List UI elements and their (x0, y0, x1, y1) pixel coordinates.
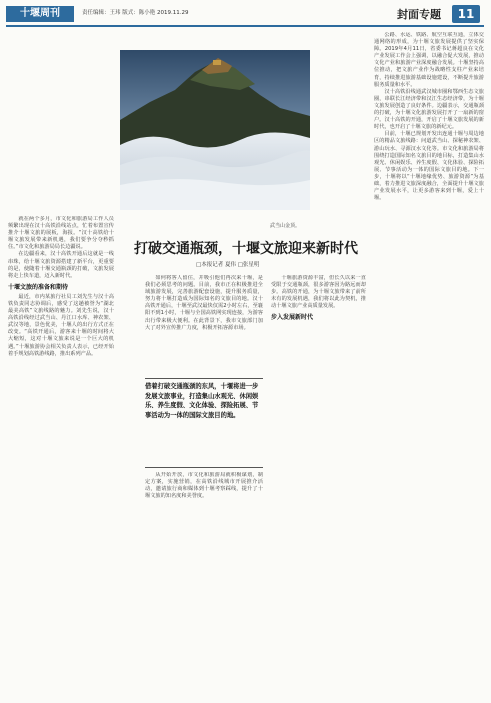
paragraph: 如何将客人留住，并吸引他们再次来十堰，是我们必须思考的问题。目前，我市正在积极推进全域旅游发展，完善旅游配套设施，提升服务质量，努力将十堰打造成为国际知名的文旅目的地。汉十高铁开通后，十堰至武汉最快仅需2小时左右，至襄阳不到1小时，十堰与全国高铁网实现连接，为游客出行带来极大便利。在此背景下，我市文旅部门加大了对外宣传推广力度，积极开拓客源市场。 (145, 275, 263, 331)
section-label: 封面专题 (397, 8, 441, 21)
paragraph: 汉十高铁沿线通武汉城市圈和鄂西生态文旅圈，串联长江经济带和汉江生态经济带，为十堰文旅发展创造了良好条件。边疆表示，交通瓶颈的打破，为十堰文化旅游发展打开了一扇新的窗户。汉十高铁的开通，开启了十堰文旅发展的新时代，也开启了十堰文旅的新纪元。 (374, 88, 484, 131)
photo-caption: 武当山金顶。 (270, 223, 301, 229)
article-headline: 打破交通瓶颈，十堰文旅迎来新时代 (134, 241, 358, 257)
article-byline: □本报记者 夏伟 □张星明 (196, 262, 260, 268)
pull-quote: 借着打破交通瓶颈的东风，十堰将进一步发展文旅事业，打造集山水观光、休闲娱乐、养生度假、文化体验、探险拓展、节事活动为一体的国际文旅目的地。 (145, 378, 263, 468)
subheading: 步入发展新时代 (271, 314, 314, 322)
column-1 (8, 216, 114, 698)
column-3 (271, 275, 366, 698)
paragraph: 在边疆看来，汉十高铁开通后这就是一线串珠，给十堰文旅资源搭建了新平台，更重要的是，使随着十堰交通瓶颈的打破，文旅发展将走上快车道，迈入新时代。 (8, 251, 114, 279)
paragraph: 就在两个多月，市文化和旅游局工作人员频繁出现在汉十高铁沿线站点，忙着布置宣传推介十堰文旅的展板，海报。“汉十高铁给十堰文旅发展带来新机遇，我们要争分夺秒抓住。”市文化和旅游局局长边疆说。 (8, 216, 114, 251)
header-rule (6, 25, 484, 27)
paragraph: 目前，十堰已规划开发出连通十堰与周边地区的精品文旅线路：问道武当山、探秘神农架、游山玩水、寻源汉水文化等。市文化和旅游局将围绕打造国际知名文旅目的地目标，打造集山水观光、休闲娱乐、养生度假、文化体验、探险拓展、节事活动为一体的国际文旅目的地。下一步，十堰将以“十堰地缘优势、旅游资源”为基础，着力推进文旅深度融合，全面提升十堰文旅产业发展水平，让更多游客来到十堰，爱上十堰。 (374, 131, 484, 202)
column-2a (145, 275, 263, 373)
subheading: 十堰文旅的准备和期待 (8, 283, 69, 291)
wudang-summit-image (120, 50, 310, 210)
mountain-temple-photo (120, 50, 310, 210)
paragraph: 十堰旅游资源丰富，但长久以来一直受限于交通瓶颈，很多游客因为路远而却步。高铁的开通，为十堰文旅带来了前所未有的发展机遇，我们将以此为契机，推动十堰文旅产业高质量发展。 (271, 275, 366, 310)
paragraph: 公路、水运、铁路、航空互联互通，立体交通网络的形成，为十堰文旅发展提供了坚实保障。2019年4月11日，省委书记蒋超良在文化产业发展工作会上强调，以融合促大发展，推动文化产业和旅游产业深度融合发展。十堰坚持高位推动，把文旅产业作为战略性支柱产业来培育，持续推进旅游基础设施建设，不断提升旅游服务质量和水平。 (374, 32, 484, 88)
column-4 (374, 32, 484, 698)
paragraph: 从开始开放，市文化和旅游局就积极谋划，制定方案，实施营销，在高铁沿线城市开展推介活动，邀请旅行商和媒体到十堰考察踩线，提升了十堰文旅的知名度和美誉度。 (145, 472, 263, 500)
page-header (0, 0, 491, 26)
column-2b (145, 472, 263, 698)
paragraph: 最近，市内某旅行社员工刘先生与汉十高铁负责同志协调后，感受了这趟被誉为“湖北最美高铁”文旅线路的魅力。刘先生说，汉十高铁沿线经过武当山、丹江口水库、神农架、武汉等地，景色优美，十堰人的出行方式正在改变。“高铁开通后，游客来十堰的时间将大大缩短，这对十堰文旅来说是一个巨大的机遇。”十堰旅游协会相关负责人表示，已经开始着手规划高铁游线路，推出系列产品。 (8, 293, 114, 357)
editor-credits: 责任编辑：王玮 版式：陈小艳 2019.11.29 (82, 10, 189, 16)
masthead: 十堰周刊 (6, 6, 74, 22)
page-number: 11 (452, 5, 480, 23)
